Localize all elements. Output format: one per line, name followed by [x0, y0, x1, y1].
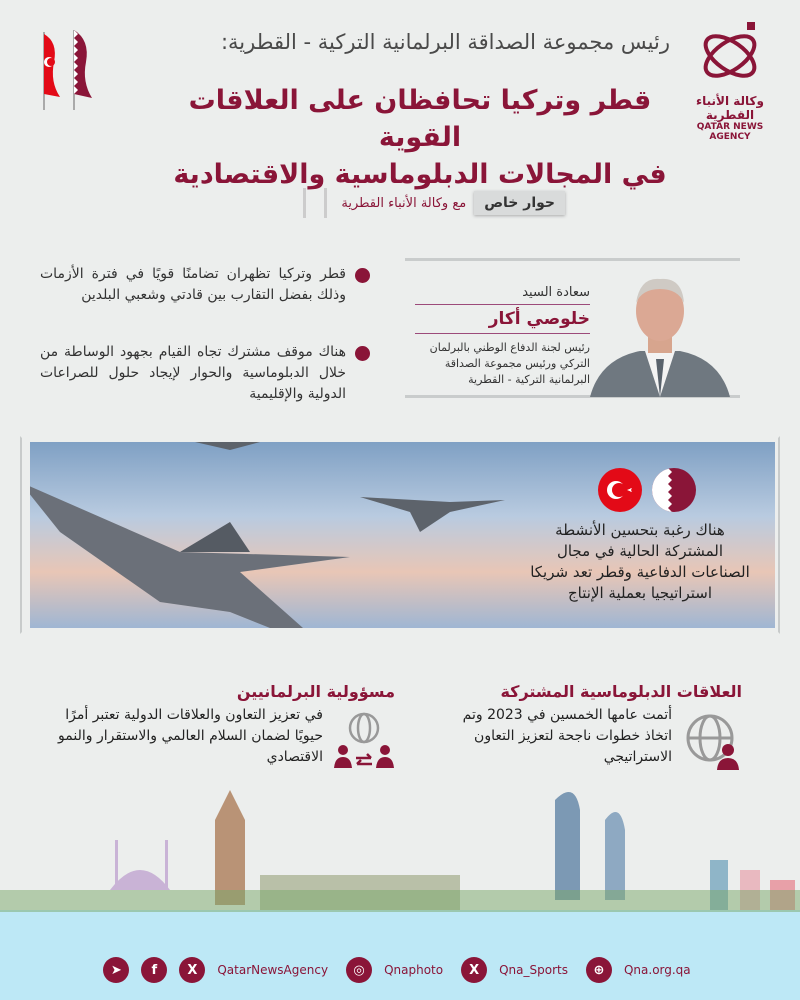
instagram-icon[interactable]: ◎: [346, 957, 372, 983]
globe-exchange-icon: [333, 712, 395, 772]
interview-badge: [245, 186, 565, 220]
section-heading: مسؤولية البرلمانيين: [236, 682, 395, 701]
bullet-text: هناك موقف مشترك تجاه القيام بجهود الوساطة من خلال الدبلوماسية والحوار لإيجاد حلول للصراعات الدولية والإقليمية: [40, 344, 346, 402]
headline-line-2: في المجالات الدبلوماسية والاقتصادية: [173, 159, 667, 190]
defense-industry-text: هناك رغبة بتحسين الأنشطة المشتركة الحالية في مجال الصناعات الدفاعية وقطر تعد شريكا استراتيجيا بعملية الإنتاج: [530, 521, 750, 602]
handle-qatarnewsagency[interactable]: QatarNewsAgency: [217, 963, 329, 977]
bullet-dot-icon: [355, 268, 370, 283]
subtitle: رئيس مجموعة الصداقة البرلمانية التركية - القطرية:: [220, 30, 670, 54]
globe-icon[interactable]: ⊕: [586, 957, 612, 983]
footer-social-bar: [0, 940, 800, 1000]
handle-qna-sports[interactable]: Qna_Sports: [499, 963, 568, 977]
section-diplomatic: [442, 682, 742, 768]
section-heading: العلاقات الدبلوماسية المشتركة: [500, 682, 742, 701]
telegram-icon[interactable]: ➤: [103, 957, 129, 983]
turkey-qatar-flags-icon: [28, 22, 98, 112]
bullet-item: [40, 342, 370, 405]
logo-english: QATAR NEWS AGENCY: [696, 122, 764, 142]
person-photo: [590, 269, 730, 397]
qna-logo: [680, 18, 780, 142]
section-text: في تعزيز التعاون والعلاقات الدولية تعتبر أمرًا حيويًا لضمان السلام العالمي والاستقرار والنمو الاقتصادي: [58, 707, 323, 765]
bullet-item: [40, 264, 370, 306]
decorative-bars: [303, 188, 327, 218]
website-link[interactable]: Qna.org.qa: [623, 963, 691, 977]
badge-label: حوار خاص: [474, 191, 565, 215]
facebook-icon[interactable]: f: [141, 957, 167, 983]
turkey-flag-icon: [598, 468, 642, 512]
headline: [170, 82, 670, 193]
section-text: أتمت عامها الخمسين في 2023 وتم اتخاذ خطوات ناجحة لتعزيز التعاون الاستراتيجي: [462, 707, 672, 765]
person-honorific: سعادة السيد: [415, 285, 590, 305]
qna-logo-icon: [695, 18, 765, 88]
x-icon[interactable]: X: [179, 957, 205, 983]
section-parliamentarians: [40, 682, 395, 768]
headline-line-1: قطر وتركيا تحافظان على العلاقات القوية: [188, 85, 652, 153]
bullet-text: قطر وتركيا تظهران تضامنًا قويًا في فترة الأزمات وذلك بفضل التقارب بين قادتي وشعبي البلدين: [40, 266, 346, 303]
bullet-dot-icon: [355, 346, 370, 361]
logo-arabic: وكالة الأنباء القطرية: [696, 94, 764, 122]
x-icon[interactable]: X: [461, 957, 487, 983]
handle-qnaphoto[interactable]: Qnaphoto: [384, 963, 444, 977]
person-card: [405, 258, 740, 398]
badge-sub: مع وكالة الأنباء القطرية: [341, 195, 467, 211]
person-role: رئيس لجنة الدفاع الوطني بالبرلمان التركي ورئيس مجموعة الصداقة البرلمانية التركية - القطرية: [429, 341, 590, 386]
qatar-flag-icon: [652, 468, 696, 512]
person-name: خلوصي أكار: [415, 305, 590, 334]
istanbul-doha-skyline: [0, 780, 800, 940]
globe-person-icon: [684, 712, 742, 770]
